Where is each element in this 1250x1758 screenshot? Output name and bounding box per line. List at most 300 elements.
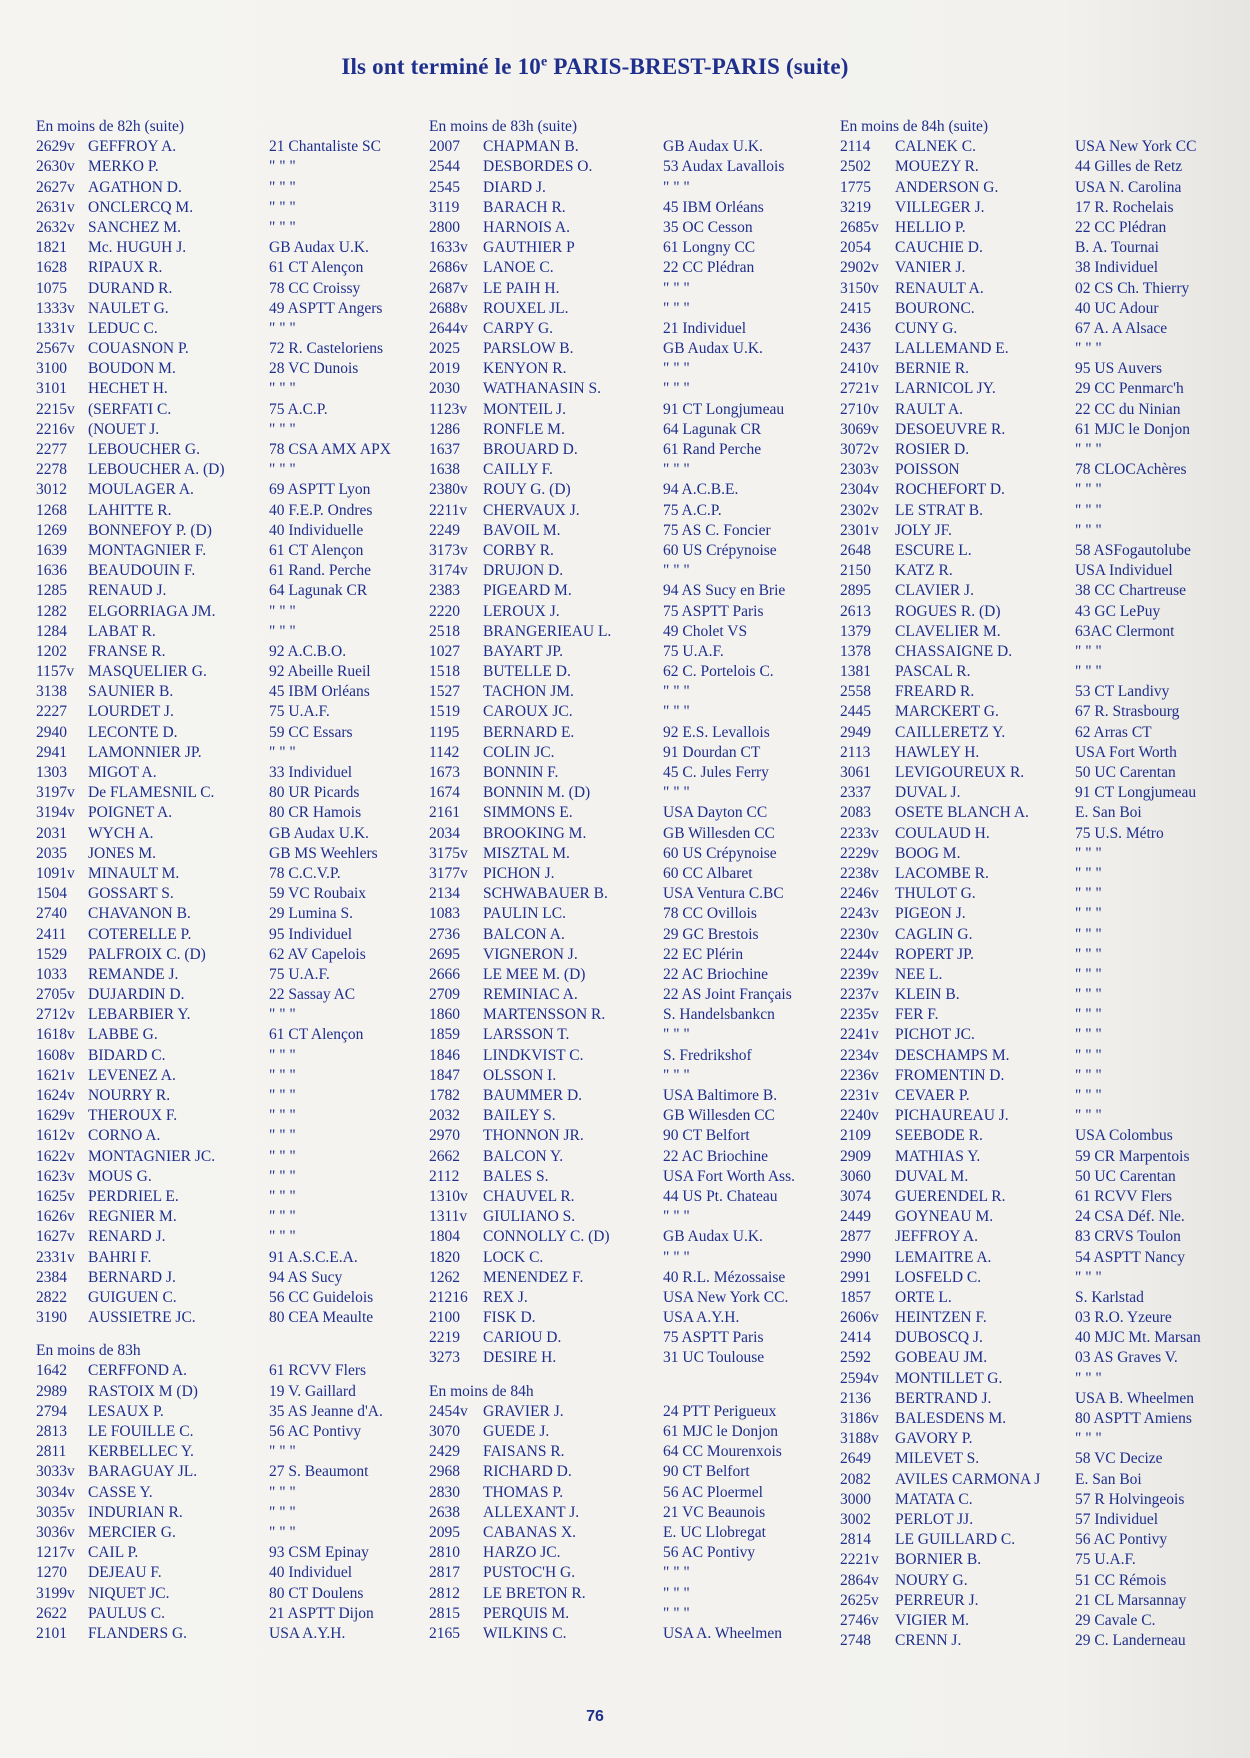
rider-number: 1091v [36, 864, 75, 882]
result-row [429, 1187, 841, 1207]
rider-name: LEMAITRE A. [895, 1248, 992, 1266]
result-row [429, 238, 841, 258]
result-row [36, 1402, 431, 1422]
rider-name: LESAUX P. [88, 1402, 164, 1420]
result-row [36, 198, 431, 218]
rider-club: 95 US Auvers [1075, 360, 1162, 378]
result-row [840, 359, 1250, 379]
rider-name: COULAUD H. [895, 824, 990, 842]
result-row [36, 1187, 431, 1207]
rider-name: CEVAER P. [895, 1087, 970, 1104]
rider-club: 92 A.C.B.O. [269, 642, 347, 660]
rider-club: 19 V. Gaillard [269, 1382, 356, 1400]
rider-number: 1782 [429, 1087, 460, 1104]
rider-number: 2631v [36, 198, 75, 216]
result-row [840, 1409, 1250, 1429]
title-superscript: e [540, 54, 548, 70]
result-row [840, 1106, 1250, 1126]
result-row [36, 258, 431, 278]
rider-number: 1310v [429, 1187, 468, 1205]
rider-name: COTERELLE P. [88, 925, 192, 943]
result-row [429, 844, 841, 864]
result-row [429, 1106, 841, 1126]
rider-club: 80 UR Picards [269, 784, 360, 802]
result-row [36, 480, 431, 500]
rider-number: 2114 [840, 138, 871, 156]
rider-number: 2233v [840, 824, 879, 842]
rider-club: " " " [1075, 1026, 1102, 1044]
rider-name: HAWLEY H. [895, 743, 980, 761]
rider-number: 3000 [840, 1490, 871, 1508]
rider-club: 78 C.C.V.P. [269, 864, 341, 882]
rider-name: HELLIO P. [895, 218, 966, 236]
rider-name: THULOT G. [895, 885, 976, 903]
rider-name: CRENN J. [895, 1632, 962, 1650]
rider-name: CHAPMAN B. [483, 138, 579, 156]
rider-number: 2019 [429, 360, 460, 378]
result-row [840, 864, 1250, 884]
result-row [840, 1328, 1250, 1348]
rider-club: 40 F.E.P. Ondres [269, 501, 373, 519]
result-row [36, 1442, 431, 1462]
rider-club: " " " [269, 1006, 296, 1024]
rider-number: 2632v [36, 218, 75, 236]
rider-number: 3070 [429, 1423, 460, 1440]
result-row [840, 420, 1250, 440]
rider-name: LAHITTE R. [88, 501, 172, 519]
result-row [840, 198, 1250, 218]
rider-name: TACHON JM. [483, 683, 574, 701]
rider-number: 2436 [840, 319, 871, 337]
rider-name: LEROUX J. [483, 602, 560, 620]
result-row [36, 1207, 431, 1227]
result-row [840, 400, 1250, 420]
rider-number: 2810 [429, 1544, 460, 1562]
rider-number: 2712v [36, 1006, 75, 1024]
result-row [36, 884, 431, 904]
rider-name: GOYNEAU M. [895, 1208, 994, 1226]
result-row [36, 1422, 431, 1442]
rider-number: 3219 [840, 198, 871, 216]
rider-club: " " " [269, 1127, 296, 1145]
rider-number: 2236v [840, 1066, 879, 1084]
rider-name: CALNEK C. [895, 138, 976, 156]
result-row [429, 1442, 841, 1462]
rider-club: 22 AC Briochine [663, 965, 769, 983]
rider-club: USA Baltimore B. [663, 1087, 778, 1104]
rider-name: GUERENDEL R. [895, 1187, 1006, 1205]
rider-club: 54 ASPTT Nancy [1075, 1248, 1185, 1266]
rider-club: " " " [1075, 1006, 1102, 1024]
rider-club: 03 R.O. Yzeure [1075, 1309, 1172, 1327]
rider-club: " " " [269, 1483, 296, 1501]
rider-club: 22 AC Briochine [663, 1147, 769, 1165]
rider-club: 75 AS C. Foncier [663, 521, 771, 539]
rider-club: USA A.Y.H. [269, 1624, 346, 1642]
result-row [840, 1005, 1250, 1025]
rider-number: 2811 [36, 1443, 67, 1461]
rider-name: GUEDE J. [483, 1423, 550, 1440]
rider-club: 61 Rand Perche [663, 441, 762, 458]
result-row [840, 1147, 1250, 1167]
rider-number: 3150v [840, 279, 879, 297]
rider-club: 94 A.C.B.E. [663, 481, 739, 499]
result-row [36, 1462, 431, 1482]
rider-number: 3138 [36, 683, 67, 701]
result-row [840, 1571, 1250, 1591]
rider-number: 1379 [840, 622, 871, 640]
rider-number: 2622 [36, 1604, 67, 1622]
rider-name: PARSLOW B. [483, 340, 574, 358]
result-row [840, 1631, 1250, 1651]
rider-club: 56 AC Pontivy [663, 1544, 756, 1562]
rider-number: 2240v [840, 1107, 879, 1125]
rider-name: GOSSART S. [88, 885, 174, 903]
rider-name: JEFFROY A. [895, 1228, 978, 1246]
rider-club: " " " [269, 1066, 296, 1084]
rider-name: MIGOT A. [88, 764, 157, 781]
result-row [36, 1584, 431, 1604]
rider-name: OLSSON I. [483, 1066, 557, 1084]
rider-name: VIGIER M. [895, 1611, 970, 1629]
rider-number: 2083 [840, 804, 871, 822]
result-row [36, 702, 431, 722]
rider-club: USA Fort Worth [1075, 743, 1177, 761]
rider-name: (NOUET J. [88, 420, 160, 438]
rider-number: 1618v [36, 1026, 75, 1044]
rider-club: 22 CC Plédran [663, 259, 755, 277]
result-row [429, 642, 841, 662]
result-row [429, 884, 841, 904]
result-row [36, 561, 431, 581]
rider-number: 2644v [429, 319, 468, 337]
rider-number: 3002 [840, 1510, 871, 1528]
rider-number: 2545 [429, 178, 460, 196]
rider-name: LAMONNIER JP. [88, 743, 202, 761]
result-row [36, 763, 431, 783]
rider-number: 2688v [429, 299, 468, 317]
rider-club: 60 US Crépynoise [663, 844, 777, 862]
rider-club: " " " [663, 299, 690, 317]
result-row [429, 420, 841, 440]
rider-name: ROSIER D. [895, 441, 970, 458]
rider-number: 2112 [429, 1167, 460, 1185]
rider-number: 2243v [840, 905, 879, 923]
rider-club: 43 GC LePuy [1075, 602, 1161, 620]
rider-club: 90 CT Belfort [663, 1463, 750, 1481]
rider-number: 2709 [429, 986, 460, 1004]
rider-number: 2445 [840, 703, 871, 721]
rider-number: 2666 [429, 965, 460, 983]
result-row [429, 178, 841, 198]
rider-name: FRANSE R. [88, 642, 166, 660]
result-row [840, 561, 1250, 581]
rider-name: LE PAIH H. [483, 279, 560, 297]
rider-club: " " " [269, 198, 296, 216]
rider-name: LARSSON T. [483, 1026, 570, 1044]
result-row [429, 501, 841, 521]
result-row [429, 1086, 841, 1106]
result-row [429, 339, 841, 359]
result-row [36, 299, 431, 319]
result-row [36, 319, 431, 339]
rider-name: GOBEAU JM. [895, 1349, 988, 1367]
rider-name: ELGORRIAGA JM. [88, 602, 216, 620]
rider-number: 2592 [840, 1349, 871, 1367]
result-row [840, 157, 1250, 177]
rider-number: 1027 [429, 642, 460, 660]
rider-club: " " " [269, 158, 296, 176]
result-row [429, 1066, 841, 1086]
result-row [429, 864, 841, 884]
result-row [36, 1268, 431, 1288]
rider-number: 1083 [429, 905, 460, 923]
rider-number: 2567v [36, 340, 75, 358]
result-row [36, 864, 431, 884]
rider-name: DESOEUVRE R. [895, 420, 1006, 438]
rider-club: 59 CC Essars [269, 723, 353, 741]
result-row [840, 541, 1250, 561]
rider-name: COLIN JC. [483, 743, 555, 761]
rider-club: S. Karlstad [1075, 1288, 1144, 1306]
rider-club: 22 AS Joint Français [663, 986, 792, 1004]
section-gap [429, 1369, 841, 1382]
rider-number: 2215v [36, 400, 75, 418]
rider-name: AGATHON D. [88, 178, 182, 196]
rider-name: HEINTZEN F. [895, 1309, 987, 1327]
rider-name: JONES M. [88, 844, 157, 862]
rider-club: " " " [1075, 864, 1102, 882]
result-row [36, 420, 431, 440]
rider-name: RENAUD J. [88, 582, 167, 600]
rider-number: 2227 [36, 703, 67, 721]
result-row [429, 622, 841, 642]
rider-name: BAYART JP. [483, 642, 564, 660]
rider-name: MONTAGNIER JC. [88, 1147, 216, 1165]
result-row [429, 1025, 841, 1045]
result-row [36, 1563, 431, 1583]
rider-club: 91 CT Longjumeau [1075, 784, 1197, 802]
rider-club: " " " [1075, 501, 1102, 519]
rider-club: 60 US Crépynoise [663, 541, 777, 559]
result-row [36, 602, 431, 622]
rider-number: 3036v [36, 1523, 75, 1541]
rider-club: 75 ASPTT Paris [663, 1329, 764, 1347]
rider-name: CLAVELIER M. [895, 622, 1001, 640]
result-row [36, 662, 431, 682]
rider-club: 61 Longny CC [663, 239, 756, 257]
rider-club: 80 CEA Meaulte [269, 1309, 374, 1327]
rider-number: 2902v [840, 259, 879, 277]
result-row [429, 743, 841, 763]
rider-name: REGNIER M. [88, 1208, 177, 1226]
rider-number: 1625v [36, 1187, 75, 1205]
result-row [840, 1591, 1250, 1611]
rider-club: 56 AC Pontivy [1075, 1531, 1168, 1549]
result-row [429, 904, 841, 924]
result-row [840, 642, 1250, 662]
rider-number: 2968 [429, 1463, 460, 1481]
rider-name: CUNY G. [895, 319, 958, 337]
rider-name: GRAVIER J. [483, 1402, 564, 1420]
rider-club: 75 U.A.F. [663, 642, 724, 660]
rider-name: BERTRAND J. [895, 1389, 992, 1407]
rider-name: KENYON R. [483, 360, 567, 378]
result-row [840, 1126, 1250, 1146]
rider-number: 1621v [36, 1066, 75, 1084]
result-row [840, 662, 1250, 682]
rider-club: " " " [1075, 521, 1102, 539]
rider-number: 3190 [36, 1309, 67, 1327]
result-row [840, 521, 1250, 541]
section-heading: En moins de 83h [36, 1342, 141, 1360]
result-row [840, 985, 1250, 1005]
rider-club: " " " [269, 1523, 296, 1541]
rider-name: ROGUES R. (D) [895, 602, 1001, 620]
result-row [840, 602, 1250, 622]
rider-name: POIGNET A. [88, 804, 173, 822]
rider-number: 1636 [36, 562, 67, 580]
rider-name: BIDARD C. [88, 1046, 166, 1064]
rider-number: 2748 [840, 1632, 871, 1650]
rider-club: 61 RCVV Flers [1075, 1187, 1173, 1205]
rider-club: 29 CC Penmarc'h [1075, 380, 1184, 398]
result-row [429, 925, 841, 945]
result-row [429, 662, 841, 682]
rider-number: 2649 [840, 1450, 871, 1468]
result-row [36, 359, 431, 379]
rider-club: 57 R Holvingeois [1075, 1490, 1185, 1508]
rider-name: ANDERSON G. [895, 178, 999, 196]
rider-number: 1642 [36, 1362, 67, 1380]
result-row [840, 1449, 1250, 1469]
rider-number: 2502 [840, 158, 871, 176]
rider-number: 1311v [429, 1208, 468, 1226]
rider-name: DUBOSCQ J. [895, 1329, 983, 1347]
rider-number: 2909 [840, 1147, 871, 1165]
rider-name: GAUTHIER P [483, 239, 575, 257]
rider-number: 2331v [36, 1248, 75, 1266]
rider-name: MONTAGNIER F. [88, 541, 207, 559]
rider-number: 2710v [840, 400, 879, 418]
result-row [429, 581, 841, 601]
result-row [429, 1005, 841, 1025]
rider-club: 91 Dourdan CT [663, 743, 761, 761]
rider-club: 29 Cavale C. [1075, 1611, 1156, 1629]
rider-name: CLAVIER J. [895, 582, 974, 600]
rider-number: 3177v [429, 864, 468, 882]
rider-name: PAULIN LC. [483, 905, 566, 923]
rider-name: NIQUET JC. [88, 1584, 170, 1602]
rider-number: 2035 [36, 844, 67, 862]
result-row [840, 1207, 1250, 1227]
rider-number: 1333v [36, 299, 75, 317]
rider-club: 40 Individuel [269, 1564, 353, 1582]
rider-number: 2304v [840, 481, 879, 499]
rider-number: 2411 [36, 925, 67, 943]
rider-club: 44 US Pt. Chateau [663, 1187, 778, 1205]
rider-club: 40 MJC Mt. Marsan [1075, 1329, 1201, 1347]
rider-club: 28 VC Dunois [269, 360, 359, 378]
result-row [36, 1543, 431, 1563]
rider-name: LEVENEZ A. [88, 1066, 176, 1084]
result-row [429, 763, 841, 783]
rider-number: 2249 [429, 521, 460, 539]
rider-number: 2380v [429, 481, 468, 499]
result-row [429, 1227, 841, 1247]
rider-club: " " " [663, 562, 690, 580]
rider-club: 24 PTT Perigueux [663, 1402, 777, 1420]
rider-number: 3273 [429, 1349, 460, 1367]
result-row [840, 1248, 1250, 1268]
rider-name: MOUEZY R. [895, 158, 979, 176]
result-row [840, 581, 1250, 601]
rider-club: 27 S. Beaumont [269, 1463, 369, 1481]
rider-number: 2031 [36, 824, 67, 842]
rider-name: DRUJON D. [483, 562, 564, 580]
rider-club: " " " [269, 380, 296, 398]
rider-name: PERQUIS M. [483, 1604, 570, 1622]
rider-name: JOLY JF. [895, 521, 952, 539]
rider-name: SEEBODE R. [895, 1127, 983, 1145]
rider-name: PICHAUREAU J. [895, 1107, 1009, 1125]
result-row [36, 178, 431, 198]
result-row [429, 1046, 841, 1066]
rider-name: COUASNON P. [88, 340, 189, 358]
rider-number: 2705v [36, 986, 75, 1004]
rider-club: " " " [1075, 1268, 1102, 1286]
rider-number: 2109 [840, 1127, 871, 1145]
rider-club: 03 AS Graves V. [1075, 1349, 1178, 1367]
rider-club: " " " [663, 380, 690, 398]
rider-club: 94 AS Sucy en Brie [663, 582, 786, 600]
rider-name: RENAULT A. [895, 279, 984, 297]
result-row [36, 238, 431, 258]
rider-name: GIULIANO S. [483, 1208, 576, 1226]
result-row [429, 1126, 841, 1146]
rider-number: 2414 [840, 1329, 871, 1347]
rider-club: USA Individuel [1075, 562, 1173, 580]
rider-name: NEE L. [895, 965, 943, 983]
rider-club: " " " [269, 1046, 296, 1064]
rider-name: BONNIN M. (D) [483, 784, 591, 802]
rider-number: 2113 [840, 743, 871, 761]
rider-name: LEDUC C. [88, 319, 158, 337]
rider-number: 2237v [840, 986, 879, 1004]
result-row [36, 1361, 431, 1381]
rider-club: 80 ASPTT Amiens [1075, 1410, 1192, 1427]
rider-club: 75 U.S. Métro [1075, 824, 1164, 842]
result-row [36, 904, 431, 924]
rider-club: " " " [1075, 986, 1102, 1004]
rider-number: 2895 [840, 582, 871, 600]
result-row [840, 743, 1250, 763]
rider-club: " " " [269, 1167, 296, 1185]
rider-number: 1268 [36, 501, 67, 519]
rider-number: 1623v [36, 1167, 75, 1185]
rider-number: 3188v [840, 1430, 879, 1448]
rider-name: DESCHAMPS M. [895, 1046, 1010, 1064]
rider-club: 53 Audax Lavallois [663, 158, 785, 176]
rider-club: 29 Lumina S. [269, 905, 353, 923]
rider-club: 61 CT Alençon [269, 1026, 364, 1044]
rider-name: CARIOU D. [483, 1329, 562, 1347]
rider-number: 2721v [840, 380, 879, 398]
rider-number: 1633v [429, 239, 468, 257]
rider-name: DUJARDIN D. [88, 986, 185, 1004]
rider-number: 2221v [840, 1551, 879, 1569]
rider-club: 64 Lagunak CR [269, 582, 368, 600]
